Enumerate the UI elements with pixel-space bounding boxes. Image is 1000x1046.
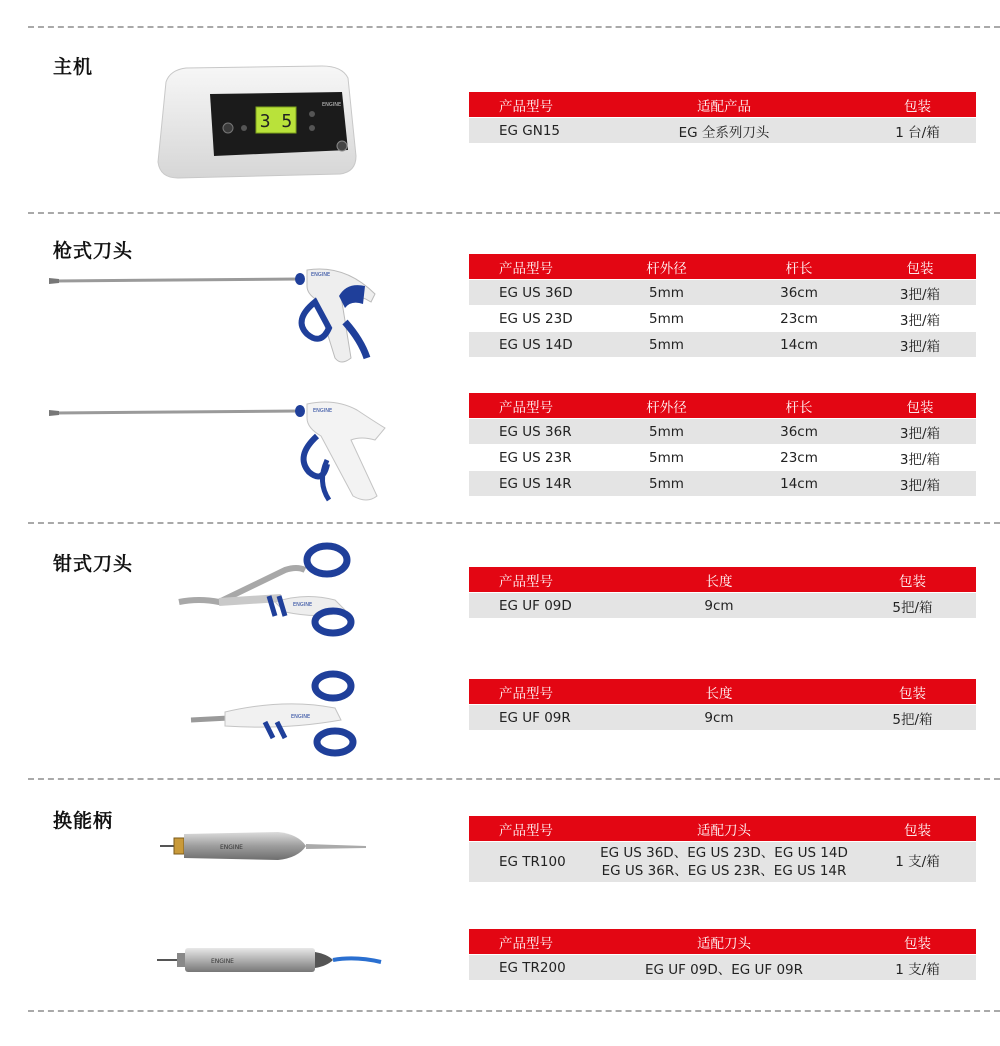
table-cell: EG US 36D xyxy=(469,280,599,306)
column-header: 产品型号 xyxy=(469,929,589,955)
spec-table-gun-blade-d xyxy=(469,254,976,357)
table-cell: 23cm xyxy=(734,306,864,332)
table-row xyxy=(469,842,976,883)
section-title-transducer: 换能柄 xyxy=(53,810,114,832)
table-cell: 23cm xyxy=(734,445,864,471)
table-cell: 36cm xyxy=(734,419,864,445)
generator-console-image xyxy=(152,64,362,182)
column-header: 包装 xyxy=(849,679,976,705)
table-cell: 3把/箱 xyxy=(864,280,976,306)
table-cell: 5mm xyxy=(599,445,734,471)
column-header: 杆长 xyxy=(734,254,864,280)
column-header: 产品型号 xyxy=(469,254,599,280)
table-cell: 9cm xyxy=(589,705,849,731)
column-header: 产品型号 xyxy=(469,816,589,842)
section-divider xyxy=(28,1010,1000,1012)
table-cell: EG US 23D xyxy=(469,306,599,332)
svg-text:ENGINE: ENGINE xyxy=(291,714,311,720)
table-cell: 3把/箱 xyxy=(864,306,976,332)
gun-blade-36r-image xyxy=(45,400,390,508)
table-cell: EG GN15 xyxy=(469,118,589,144)
table-cell: 1 支/箱 xyxy=(859,955,976,981)
svg-text:ENGINE: ENGINE xyxy=(211,958,234,965)
column-header: 杆长 xyxy=(734,393,864,419)
spec-table-transducer-tr200 xyxy=(469,929,976,980)
svg-text:ENGINE: ENGINE xyxy=(313,408,333,414)
table-cell: EG UF 09R xyxy=(469,705,589,731)
table-row xyxy=(469,332,976,358)
spec-table-gun-blade-r xyxy=(469,393,976,496)
table-row xyxy=(469,593,976,619)
column-header: 包装 xyxy=(859,92,976,118)
column-header: 适配刀头 xyxy=(589,929,859,955)
table-row xyxy=(469,955,976,981)
clamp-blade-09d-image xyxy=(175,540,365,640)
spec-table-clamp-blade-d xyxy=(469,567,976,618)
table-cell: 3把/箱 xyxy=(864,471,976,497)
table-cell: 5mm xyxy=(599,280,734,306)
table-row xyxy=(469,118,976,144)
svg-text:ENGINE: ENGINE xyxy=(293,602,313,608)
clamp-blade-09r-image xyxy=(185,668,365,760)
column-header: 包装 xyxy=(864,393,976,419)
table-row xyxy=(469,306,976,332)
table-cell: 5把/箱 xyxy=(849,705,976,731)
table-row xyxy=(469,445,976,471)
section-title-clamp-blade: 钳式刀头 xyxy=(53,553,134,575)
column-header: 适配产品 xyxy=(589,92,859,118)
transducer-tr200-image xyxy=(155,944,383,976)
table-cell: 5mm xyxy=(599,306,734,332)
table-cell: EG 全系列刀头 xyxy=(589,118,859,144)
table-cell: EG US 23R xyxy=(469,445,599,471)
svg-text:ENGINE: ENGINE xyxy=(311,272,331,278)
table-cell: EG UF 09D、EG UF 09R xyxy=(589,955,859,981)
transducer-tr100-image xyxy=(158,826,368,866)
console-brand-logo: ENGINE xyxy=(322,102,342,108)
svg-text:ENGINE: ENGINE xyxy=(220,844,243,851)
spec-table-clamp-blade-r xyxy=(469,679,976,730)
section-divider xyxy=(28,778,1000,780)
table-cell: EG TR200 xyxy=(469,955,589,981)
table-row xyxy=(469,471,976,497)
column-header: 产品型号 xyxy=(469,393,599,419)
console-display-value: 3 5 xyxy=(259,111,293,132)
table-cell: EG US 14R xyxy=(469,471,599,497)
section-divider xyxy=(28,212,1000,214)
table-cell: 5把/箱 xyxy=(849,593,976,619)
table-cell: 14cm xyxy=(734,471,864,497)
column-header: 包装 xyxy=(864,254,976,280)
gun-blade-36d-image xyxy=(45,262,380,366)
column-header: 产品型号 xyxy=(469,567,589,593)
section-title-host: 主机 xyxy=(53,56,94,78)
table-row xyxy=(469,705,976,731)
table-cell: EG US 36R xyxy=(469,419,599,445)
column-header: 长度 xyxy=(589,679,849,705)
column-header: 长度 xyxy=(589,567,849,593)
table-cell: 9cm xyxy=(589,593,849,619)
spec-table-transducer-tr100 xyxy=(469,816,976,882)
table-cell: 3把/箱 xyxy=(864,332,976,358)
table-cell: 36cm xyxy=(734,280,864,306)
table-cell: EG TR100 xyxy=(469,842,589,883)
column-header: 包装 xyxy=(849,567,976,593)
column-header: 产品型号 xyxy=(469,92,589,118)
table-cell: EG US 14D xyxy=(469,332,599,358)
table-row xyxy=(469,280,976,306)
table-cell: 1 台/箱 xyxy=(859,118,976,144)
table-cell: 5mm xyxy=(599,332,734,358)
column-header: 杆外径 xyxy=(599,254,734,280)
column-header: 杆外径 xyxy=(599,393,734,419)
compatible-blades-cell: EG US 36D、EG US 23D、EG US 14D EG US 36R、EG US 23R、EG US 14R xyxy=(589,842,859,883)
column-header: 适配刀头 xyxy=(589,816,859,842)
section-title-gun-blade: 枪式刀头 xyxy=(53,240,134,262)
table-cell: 1 支/箱 xyxy=(859,842,976,883)
table-cell: 3把/箱 xyxy=(864,419,976,445)
spec-table-host xyxy=(469,92,976,143)
section-divider xyxy=(28,522,1000,524)
column-header: 包装 xyxy=(859,929,976,955)
column-header: 包装 xyxy=(859,816,976,842)
table-row xyxy=(469,419,976,445)
table-cell: EG UF 09D xyxy=(469,593,589,619)
table-cell: 3把/箱 xyxy=(864,445,976,471)
table-cell: 14cm xyxy=(734,332,864,358)
table-cell: 5mm xyxy=(599,419,734,445)
column-header: 产品型号 xyxy=(469,679,589,705)
section-divider xyxy=(28,26,1000,28)
table-cell: 5mm xyxy=(599,471,734,497)
